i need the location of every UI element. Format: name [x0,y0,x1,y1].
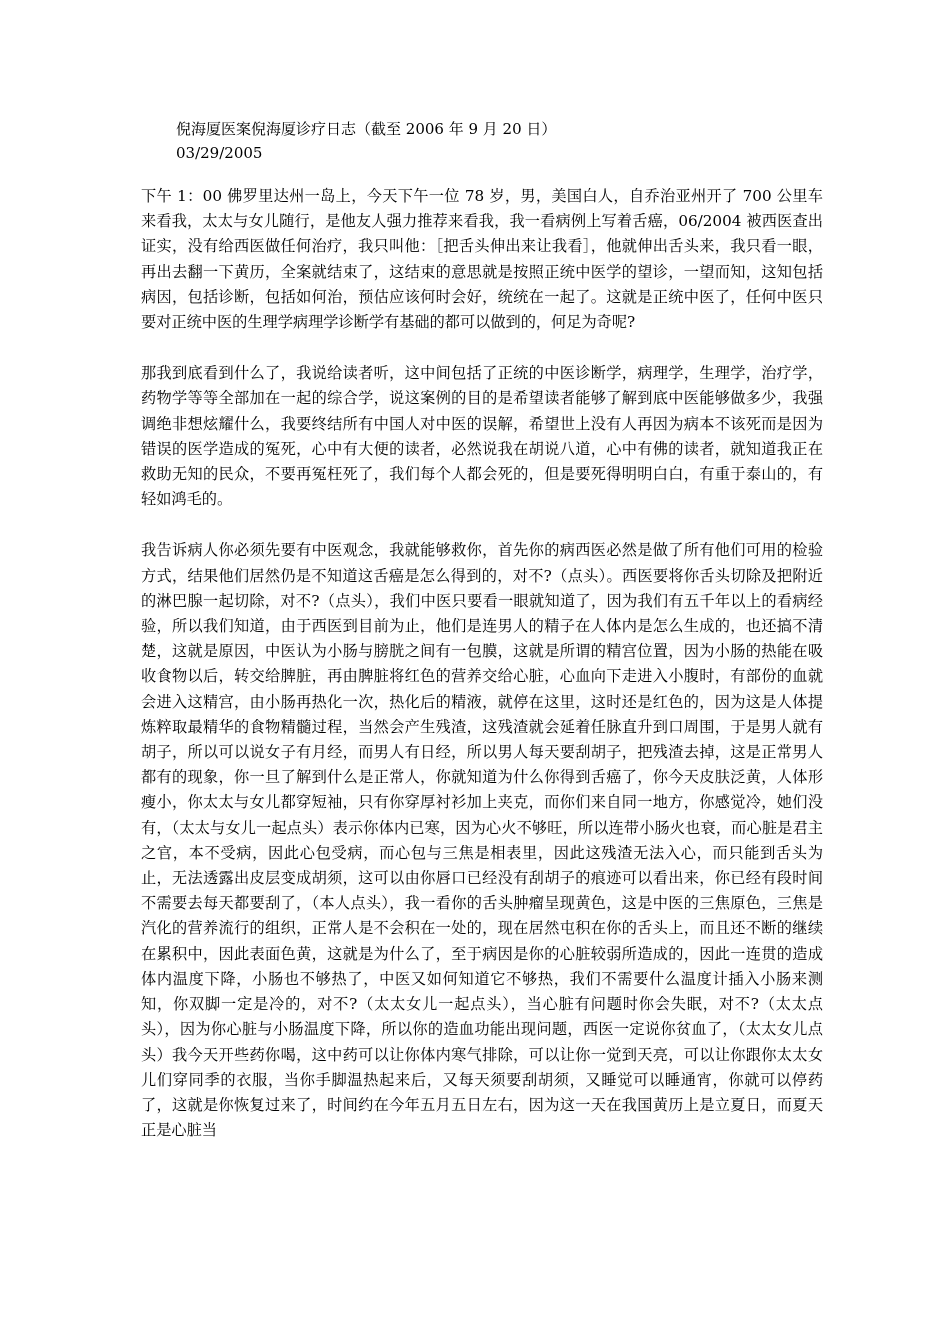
document-date: 03/29/2005 [176,144,263,162]
document-body [141,184,823,1143]
document-title: 倪海厦医案倪海厦诊疗日志（截至 2006 年 9 月 20 日） [176,120,557,138]
paragraph-1: 下午 1：00 佛罗里达州一岛上，今天下午一位 78 岁，男，美国白人，自乔治亚州开了 700 公里车来看我，太太与女儿随行，是他友人强力推荐来看我，我一看病例上写着舌癌，06/2004 被西医查出证实，没有给西医做任何治疗，我只叫他：［把舌头伸出来让我看］，他就伸出舌头来，我只看一眼，再出去翻一下黄历，全案就结束了，这结束的意思就是按照正统中医学的望诊，一望而知，这知包括病因，包括诊断，包括如何治，预估应该何时会好，统统在一起了。这就是正统中医了，任何中医只要对正统中医的生理学病理学诊断学有基础的都可以做到的，何足为奇呢? [141,187,823,332]
document-header [176,117,816,165]
paragraph-2: 那我到底看到什么了，我说给读者听，这中间包括了正统的中医诊断学，病理学，生理学，治疗学，药物学等等全部加在一起的综合学，说这案例的目的是希望读者能够了解到底中医能够做多少，我强调绝非想炫耀什么，我要终结所有中国人对中医的误解，希望世上没有人再因为病本不该死而是因为错误的医学造成的冤死，心中有大便的读者，必然说我在胡说八道，心中有佛的读者，就知道我正在救助无知的民众，不要再冤枉死了，我们每个人都会死的，但是要死得明明白白，有重于泰山的，有轻如鸿毛的。 [141,364,823,509]
paragraph-3: 我告诉病人你必须先要有中医观念，我就能够救你，首先你的病西医必然是做了所有他们可用的检验方式，结果他们居然仍是不知道这舌癌是怎么得到的，对不?（点头）。西医要将你舌头切除及把附近的淋巴腺一起切除，对不?（点头），我们中医只要看一眼就知道了，因为我们有五千年以上的看病经验，所以我们知道，由于西医到目前为止，他们是连男人的精子在人体内是怎么生成的，也还搞不清楚，这就是原因，中医认为小肠与膀胱之间有一包膜，这就是所谓的精宫位置，因为小肠的热能在吸收食物以后，转交给脾脏，再由脾脏将红色的营养交给心脏，心血向下走进入小腹时，有部份的血就会进入这精宫，由小肠再热化一次，热化后的精液，就停在这里，这时还是红色的，因为这是人体提炼粹取最精华的食物精髓过程，当然会产生残渣，这残渣就会延着任脉直升到口周围，于是男人就有胡子，所以可以说女子有月经，而男人有日经，所以男人每天要刮胡子，把残渣去掉，这是正常男人都有的现象，你一旦了解到什么是正常人，你就知道为什么你得到舌癌了，你今天皮肤泛黄，人体形瘦小，你太太与女儿都穿短袖，只有你穿厚衬衫加上夹克，而你们来自同一地方，你感觉冷，她们没有，（太太与女儿一起点头）表示你体内已寒，因为心火不够旺，所以连带小肠火也衰，而心脏是君主之官，本不受病，因此心包受病，而心包与三焦是相表里，因此这残渣无法入心，而只能到舌头为止，无法透露出皮层变成胡须，这可以由你唇口已经没有刮胡子的痕迹可以看出来，你已经有段时间不需要去每天都要刮了，（本人点头），我一看你的舌头肿瘤呈现黄色，这是中医的三焦原色，三焦是汽化的营养流行的组织，正常人是不会积在一处的，现在居然屯积在你的舌头上，而且还不断的继续在累积中，因此表面色黄，这就是为什么了，至于病因是你的心脏较弱所造成的，因此一连贯的造成体内温度下降，小肠也不够热了，中医又如何知道它不够热，我们不需要什么温度计插入小肠来测知，你双脚一定是冷的，对不?（太太女儿一起点头），当心脏有问题时你会失眠，对不?（太太点头），因为你心脏与小肠温度下降，所以你的造血功能出现问题，西医一定说你贫血了，（太太女儿点头）我今天开些药你喝，这中药可以让你体内寒气排除，可以让你一觉到天亮，可以让你跟你太太女儿们穿同季的衣服，当你手脚温热起来后，又每天须要刮胡须，又睡觉可以睡通宵，你就可以停药了，这就是你恢复过来了，时间约在今年五月五日左右，因为这一天在我国黄历上是立夏日，而夏天正是心脏当 [141,541,823,1140]
